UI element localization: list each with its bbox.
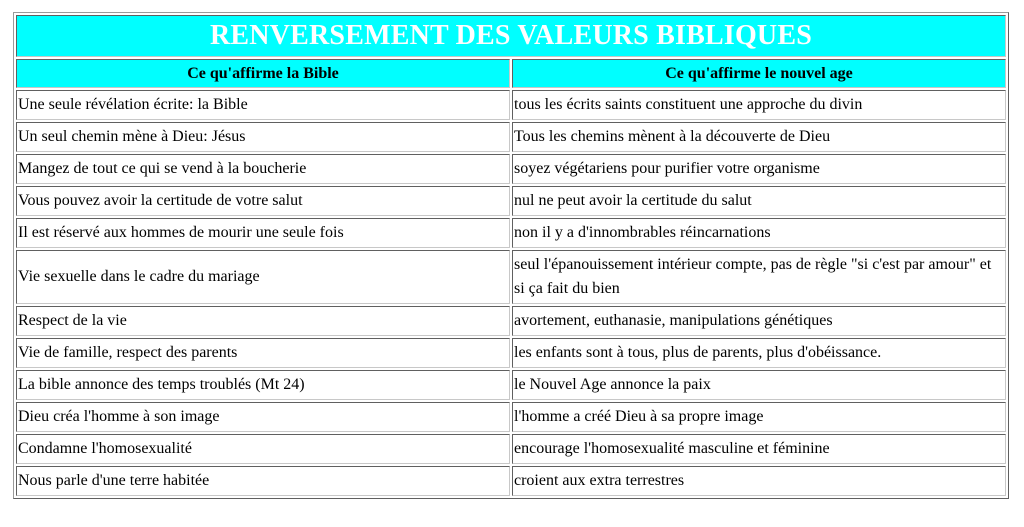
bible-cell: Respect de la vie (16, 306, 510, 336)
bible-cell: Condamne l'homosexualité (16, 434, 510, 464)
bible-cell: Un seul chemin mène à Dieu: Jésus (16, 122, 510, 152)
nouvel-age-cell: non il y a d'innombrables réincarnations (512, 218, 1006, 248)
nouvel-age-cell: croient aux extra terrestres (512, 466, 1006, 496)
bible-cell: Vie de famille, respect des parents (16, 338, 510, 368)
table-title: RENVERSEMENT DES VALEURS BIBLIQUES (16, 15, 1006, 57)
nouvel-age-cell: les enfants sont à tous, plus de parents, plus d'obéissance. (512, 338, 1006, 368)
table-row (16, 122, 1006, 152)
header-row (16, 59, 1006, 88)
table-row (16, 370, 1006, 400)
bible-cell: La bible annonce des temps troublés (Mt 24) (16, 370, 510, 400)
nouvel-age-cell: avortement, euthanasie, manipulations génétiques (512, 306, 1006, 336)
nouvel-age-cell: Tous les chemins mènent à la découverte de Dieu (512, 122, 1006, 152)
table-row (16, 218, 1006, 248)
bible-cell: Il est réservé aux hommes de mourir une seule fois (16, 218, 510, 248)
bible-cell: Vous pouvez avoir la certitude de votre salut (16, 186, 510, 216)
comparison-table-container (13, 12, 1008, 499)
nouvel-age-cell: seul l'épanouissement intérieur compte, pas de règle "si c'est par amour" et si ça fait du bien (512, 250, 1006, 304)
nouvel-age-cell: tous les écrits saints constituent une approche du divin (512, 90, 1006, 120)
bible-cell: Dieu créa l'homme à son image (16, 402, 510, 432)
bible-cell: Nous parle d'une terre habitée (16, 466, 510, 496)
column-header-bible: Ce qu'affirme la Bible (16, 59, 510, 88)
table-row (16, 434, 1006, 464)
nouvel-age-cell: soyez végétariens pour purifier votre organisme (512, 154, 1006, 184)
title-row (16, 15, 1006, 57)
column-header-nouvel-age: Ce qu'affirme le nouvel age (512, 59, 1006, 88)
table-row (16, 90, 1006, 120)
bible-cell: Vie sexuelle dans le cadre du mariage (16, 250, 510, 304)
comparison-table (13, 12, 1009, 499)
nouvel-age-cell: le Nouvel Age annonce la paix (512, 370, 1006, 400)
table-row (16, 154, 1006, 184)
bible-cell: Mangez de tout ce qui se vend à la boucherie (16, 154, 510, 184)
table-row (16, 338, 1006, 368)
nouvel-age-cell: l'homme a créé Dieu à sa propre image (512, 402, 1006, 432)
bible-cell: Une seule révélation écrite: la Bible (16, 90, 510, 120)
table-row (16, 250, 1006, 304)
table-row (16, 402, 1006, 432)
nouvel-age-cell: encourage l'homosexualité masculine et féminine (512, 434, 1006, 464)
table-row (16, 306, 1006, 336)
table-row (16, 186, 1006, 216)
nouvel-age-cell: nul ne peut avoir la certitude du salut (512, 186, 1006, 216)
table-row (16, 466, 1006, 496)
